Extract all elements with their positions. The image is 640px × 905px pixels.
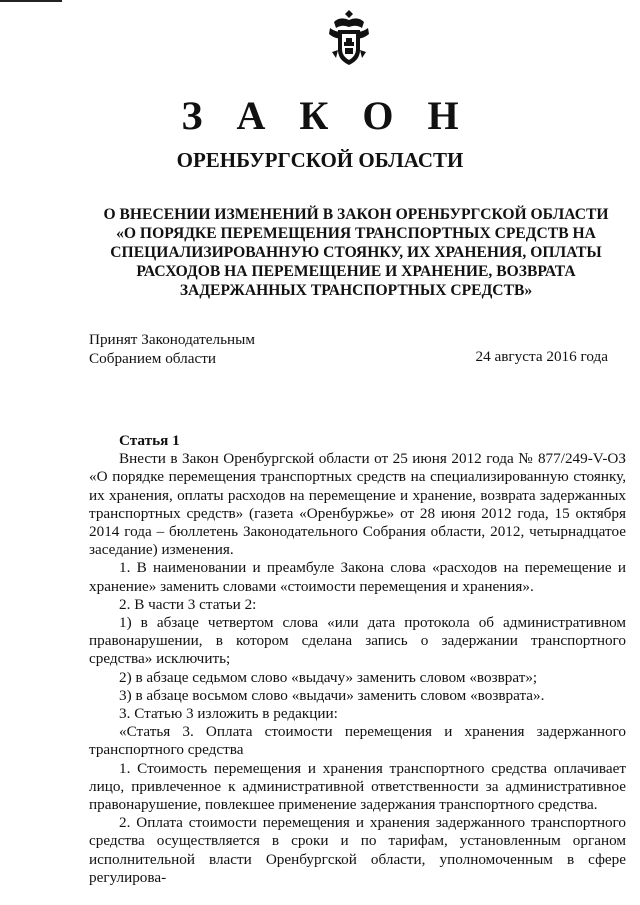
law-title: З А К О Н xyxy=(181,93,471,138)
adoption-line-1: Принят Законодательным xyxy=(89,331,255,348)
paragraph-article-3-part-1: 1. Стоимость перемещения и хранения транспортного средства оплачивает лицо, привлеченное к административной ответственности за административное правонарушение, повлекшее применение задержания транспортного средства. xyxy=(89,759,626,814)
law-subtitle: О ВНЕСЕНИИ ИЗМЕНЕНИЙ В ЗАКОН ОРЕНБУРГСКОЙ ОБЛАСТИ «О ПОРЯДКЕ ПЕРЕМЕЩЕНИЯ ТРАНСПОРТНЫХ СРЕДСТВ НА СПЕЦИАЛИЗИРОВАННУЮ СТОЯНКУ, ИХ ХРАНЕНИЯ, ОПЛАТЫ РАСХОДОВ НА ПЕРЕМЕЩЕНИЕ И ХРАНЕНИЕ, ВОЗВРАТА ЗАДЕРЖАННЫХ ТРАНСПОРТНЫХ СРЕДСТВ» xyxy=(103,206,609,299)
article-body xyxy=(89,432,626,887)
paragraph-item-1: 1. В наименовании и преамбуле Закона слова «расходов на перемещение и хранение» заменить словами «стоимости перемещения и хранения». xyxy=(89,559,626,595)
adoption-line-2: Собранием области xyxy=(89,350,216,367)
paragraph-sub-1: 1) в абзаце четвертом слова «или дата протокола об административном правонарушении, в котором сделана запись о задержании транспортного средства» исключить; xyxy=(89,614,626,668)
paragraph-article-3-part-2: 2. Оплата стоимости перемещения и хранения задержанного транспортного средства осуществляется в сроки и по тарифам, установленным органом исполнительной власти Оренбургской области, уполномоченным в сфере регулирова- xyxy=(89,814,626,886)
paragraph-sub-3: 3) в абзаце восьмом слово «выдачи» заменить словом «возврата». xyxy=(119,686,545,704)
paragraph-item-2: 2. В части 3 статьи 2: xyxy=(119,595,257,613)
adoption-date: 24 августа 2016 года xyxy=(475,348,608,365)
paragraph-item-3: 3. Статью 3 изложить в редакции: xyxy=(119,705,338,723)
region-title: ОРЕНБУРГСКОЙ ОБЛАСТИ xyxy=(176,148,464,172)
coat-of-arms-icon xyxy=(326,8,372,68)
paragraph-intro: Внести в Закон Оренбургской области от 25 июня 2012 года № 877/249-V-ОЗ «О порядке перемещения транспортных средств на специализированную стоянку, их хранения, оплаты расходов на перемещение и хранение, возврата задержанных транспортных средств» (газета «Оренбуржье» от 28 июня 2012 года, 15 октября 2014 года – бюллетень Законодательного Собрания области, 2012, четырнадцатое заседание) изменения. xyxy=(89,450,626,559)
adoption-block xyxy=(89,330,255,368)
top-rule xyxy=(0,0,62,2)
paragraph-article-3-title: «Статья 3. Оплата стоимости перемещения и хранения задержанного транспортного средства xyxy=(89,723,626,759)
article-heading: Статья 1 xyxy=(119,432,180,449)
paragraph-sub-2: 2) в абзаце седьмом слово «выдачу» заменить словом «возврат»; xyxy=(119,668,538,686)
